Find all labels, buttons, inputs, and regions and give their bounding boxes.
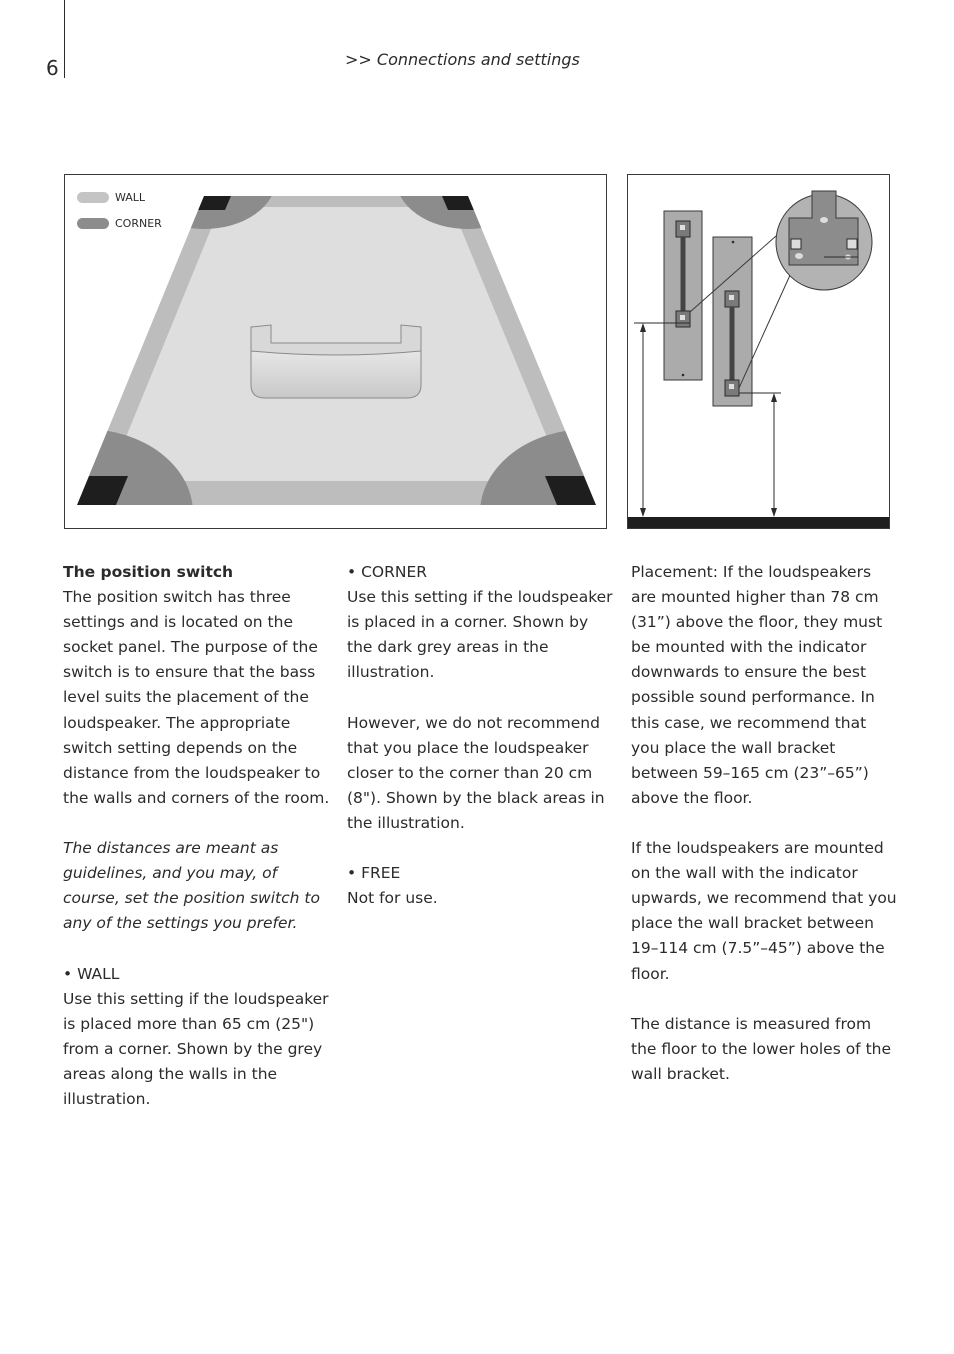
- free-setting-label: • FREE: [347, 864, 401, 883]
- wall-setting-label: • WALL: [63, 964, 120, 983]
- corner-setting-text: Use this setting if the loudspeaker is placed in a corner. Shown by the dark grey areas in the illustration.: [347, 588, 613, 682]
- wall-bracket-drawing: [628, 175, 890, 529]
- free-setting-section: [347, 861, 615, 911]
- section-heading: The position switch: [63, 563, 234, 581]
- text-column-2: [347, 560, 615, 936]
- height-dimension-right: [739, 393, 781, 517]
- intro-paragraph: The position switch has three settings and is located on the socket panel. The purpose of the switch is to ensure that the bass level suits the placement of the loudspeaker. The appropriate switch setting depends on the distance from the loudspeaker to the walls and corners of the room.: [63, 588, 330, 807]
- wall-bracket-illustration: [627, 174, 890, 529]
- indicator-upwards-paragraph: If the loudspeakers are mounted on the wall with the indicator upwards, we recommend that you place the wall bracket between 19–114 cm (7.5”–45”) above the floor.: [631, 839, 897, 983]
- page-number: 6: [46, 56, 59, 80]
- guideline-note: The distances are meant as guidelines, and you may, of course, set the position switch to any of the settings you prefer.: [63, 839, 320, 933]
- wall-setting-section: [63, 962, 331, 1113]
- room-placement-illustration: [64, 174, 607, 529]
- corner-setting-section: [347, 560, 615, 685]
- free-setting-text: Not for use.: [347, 889, 438, 908]
- placement-paragraph: Placement: If the loudspeakers are mounted higher than 78 cm (31”) above the floor, they must be mounted with the indicator downwards to ensure the best possible sound performance. In this case, we recommend that you place the wall bracket between 59–165 cm (23”–65”) above the floor.: [631, 563, 883, 807]
- legend-swatch-corner: [77, 218, 109, 229]
- margin-rule: [64, 0, 65, 78]
- legend-item-wall: [77, 184, 162, 210]
- distance-measure-paragraph: The distance is measured from the floor to the lower holes of the wall bracket.: [631, 1014, 892, 1083]
- text-column-1: [63, 560, 331, 1137]
- text-column-3: [631, 560, 899, 1112]
- wall-setting-text: Use this setting if the loudspeaker is placed more than 65 cm (25") from a corner. Shown by the grey areas along the walls in the illustration.: [63, 989, 329, 1108]
- corner-distance-note: However, we do not recommend that you place the loudspeaker closer to the corner than 20 cm (8"). Shown by the black areas in the illustration.: [347, 713, 605, 832]
- legend-label-wall: WALL: [115, 190, 146, 204]
- running-head: >> Connections and settings: [345, 50, 580, 69]
- floor-bar: [628, 517, 890, 529]
- legend-label-corner: CORNER: [115, 216, 162, 230]
- legend-swatch-wall: [77, 192, 109, 203]
- wall-bracket-left: [664, 211, 702, 380]
- corner-setting-label: • CORNER: [347, 563, 428, 581]
- legend: [77, 184, 162, 236]
- position-switch-section: [63, 560, 331, 811]
- legend-item-corner: [77, 210, 162, 236]
